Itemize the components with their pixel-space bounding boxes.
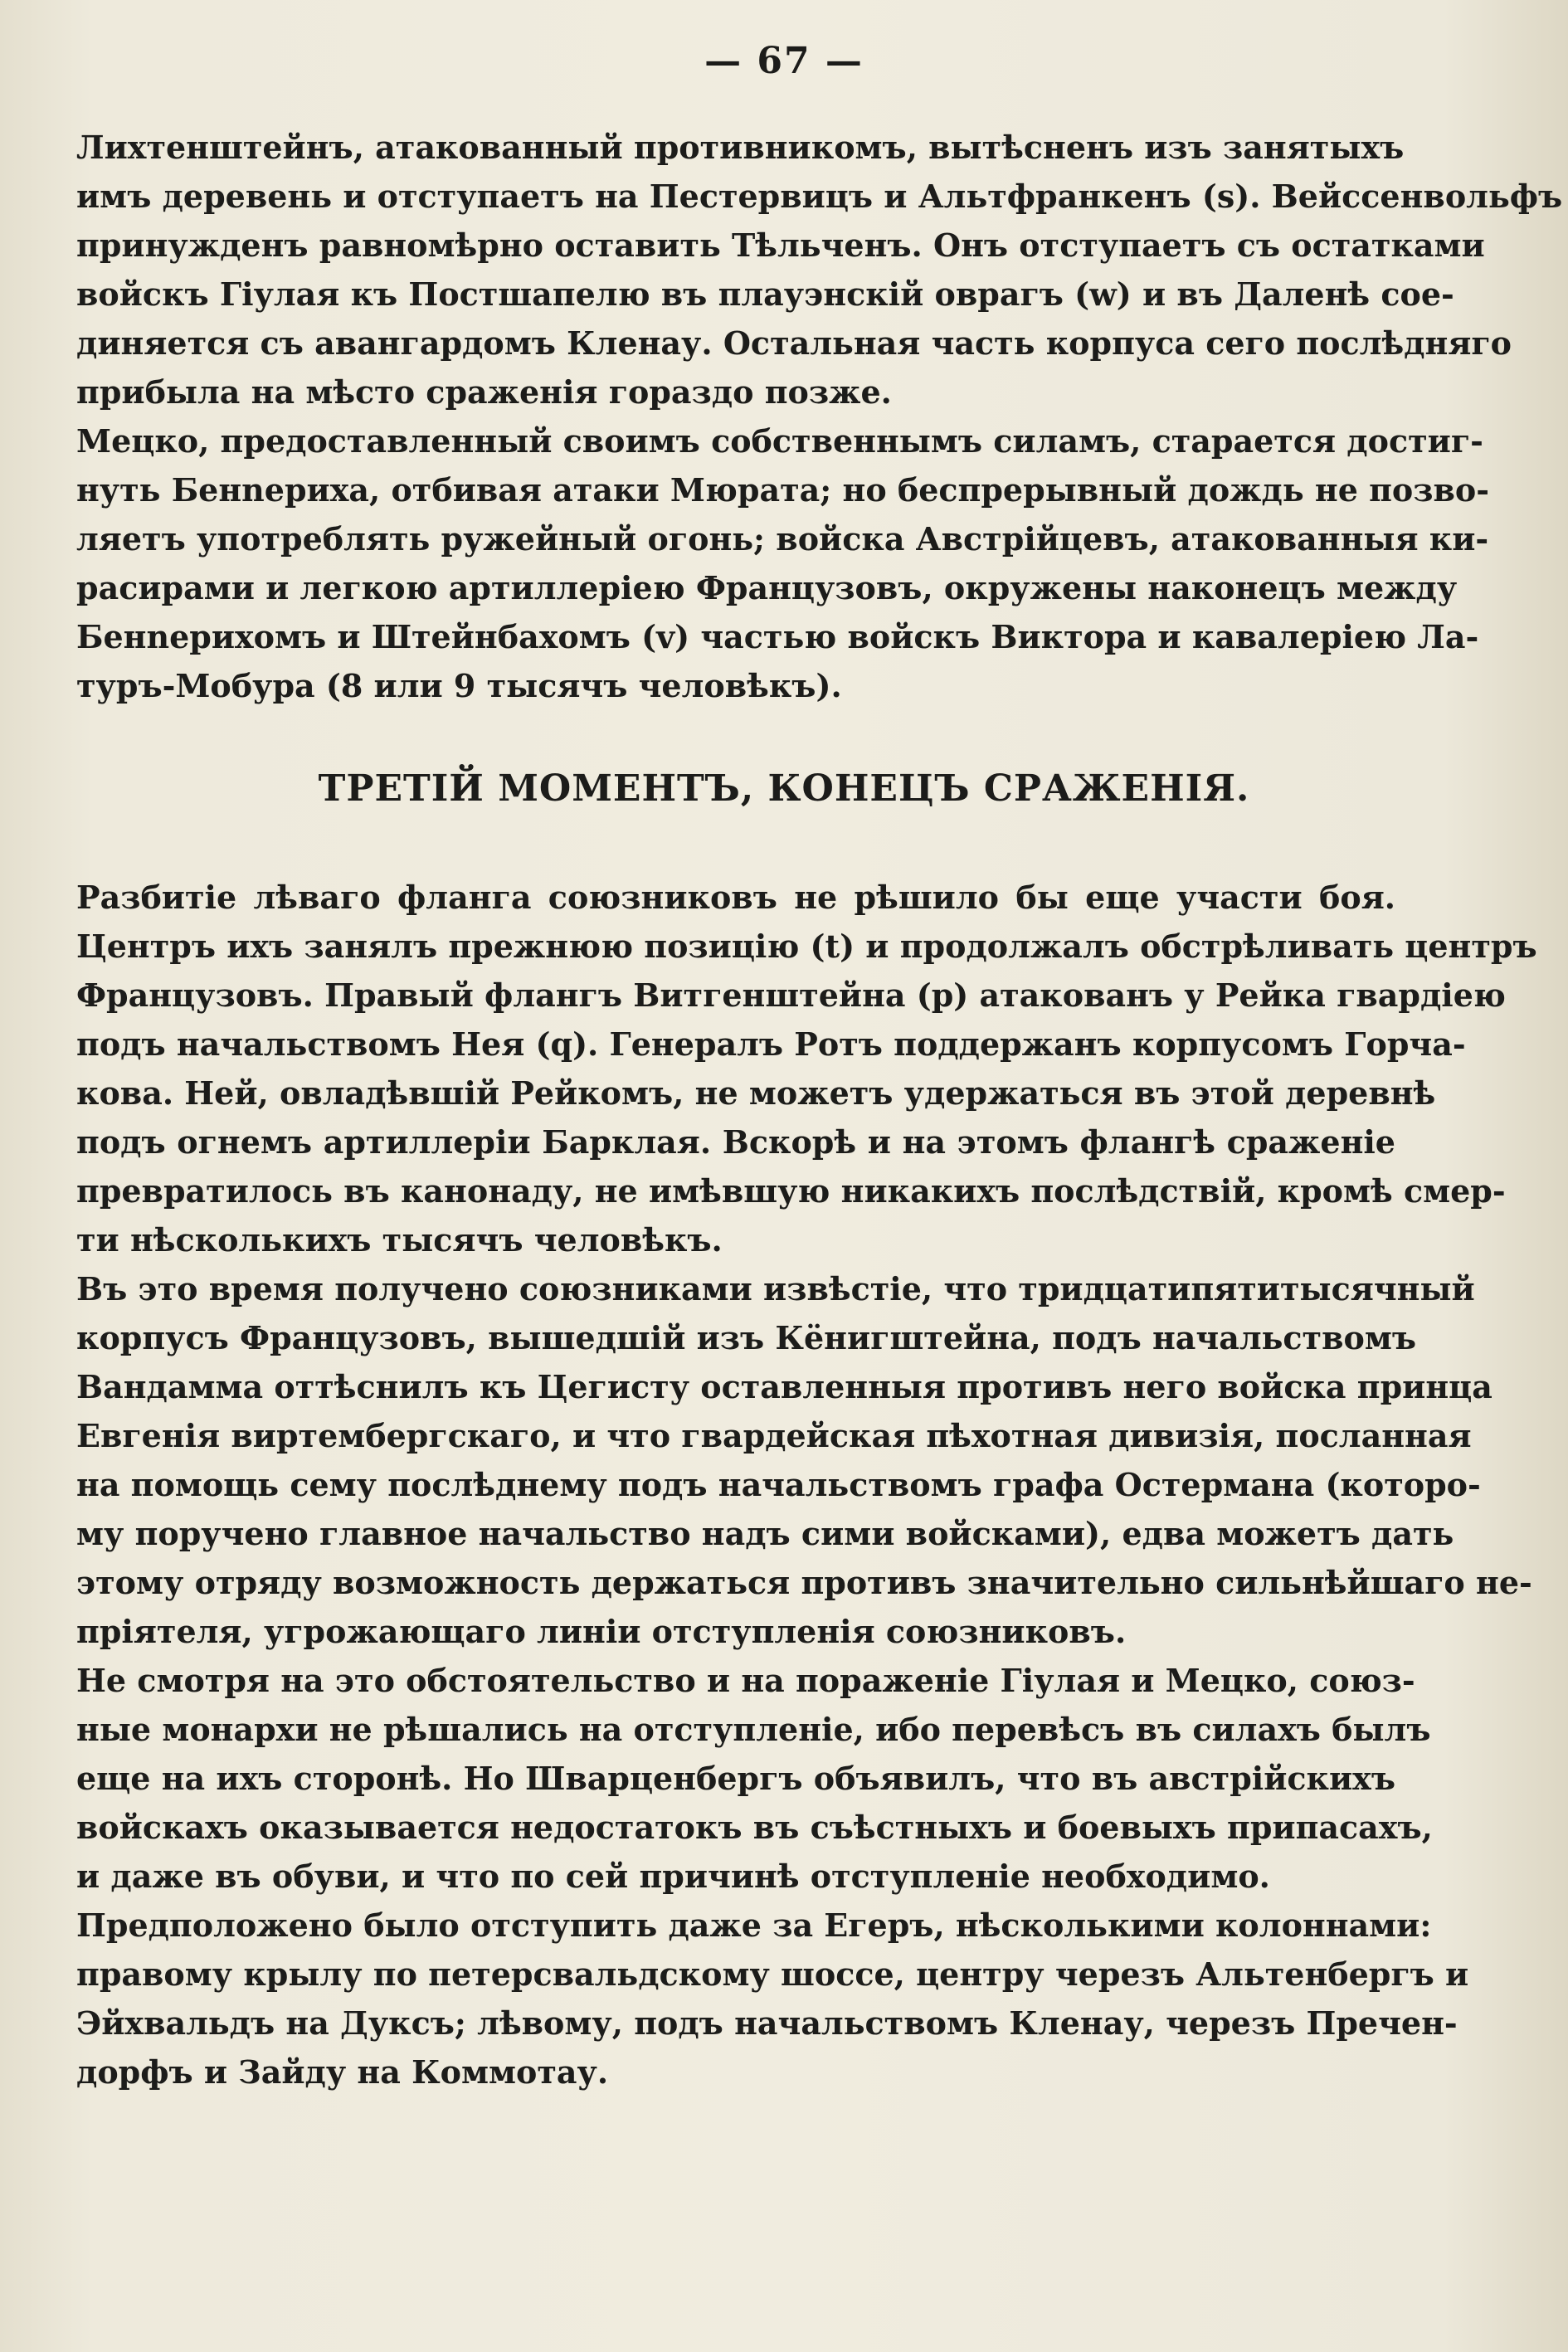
text-line: и даже въ обуви, и что по сей причинѣ отступленіе необходимо.: [76, 1858, 1270, 1895]
text-line: дорфъ и Зайду на Коммотау.: [76, 2053, 609, 2091]
text-line: му поручено главное начальство надъ сими войсками), едва можетъ дать: [76, 1515, 1454, 1552]
text-line: нуть Бенneриха, отбивая атаки Мюрата; но беспрерывный дождь не позво-: [76, 471, 1490, 509]
text-block-before-heading: [76, 123, 1563, 710]
text-line: подъ огнемъ артиллеріи Барклая. Вскорѣ и на этомъ флангѣ сраженіе: [76, 1123, 1395, 1161]
text-line: Вандамма оттѣснилъ къ Цегисту оставленныя противъ него войска принца: [76, 1368, 1493, 1405]
text-line: ляетъ употреблять ружейный огонь; войска Австрійцевъ, атакованныя ки-: [76, 520, 1489, 558]
text-line: еще на ихъ сторонѣ. Но Шварценбергъ объявилъ, что въ австрійскихъ: [76, 1760, 1395, 1797]
text-line: кова. Ней, овладѣвшій Рейкомъ, не можетъ удержаться въ этой деревнѣ: [76, 1074, 1436, 1112]
text-line: Не смотря на это обстоятельство и на пораженіе Гіулая и Мецко, союз-: [76, 1662, 1415, 1699]
text-line: Французовъ. Правый флангъ Витгенштейна (p) атакованъ у Рейка гвардіею: [76, 976, 1506, 1014]
text-line: принужденъ равномѣрно оставить Тѣльченъ. Онъ отступаетъ съ остатками: [76, 226, 1485, 264]
text-line: имъ деревень и отступаетъ на Пестервицъ и Альтфранкенъ (s). Вейссенвольфъ: [76, 178, 1563, 215]
text-line: Предположено было отступить даже за Егеръ, нѣсколькими колоннами:: [76, 1906, 1432, 1944]
text-line: пріятеля, угрожающаго линіи отступленія союзниковъ.: [76, 1613, 1127, 1650]
text-line: Лихтенштейнъ, атакованный противникомъ, вытѣсненъ изъ занятыхъ: [76, 129, 1405, 166]
text-line: диняется съ авангардомъ Кленау. Остальная часть корпуса сего послѣдняго: [76, 324, 1512, 362]
text-line: Центръ ихъ занялъ прежнюю позицію (t) и продолжалъ обстрѣливать центръ: [76, 928, 1537, 965]
text-line: Разбитіе лѣваго фланга союзниковъ не рѣшило бы еще участи боя.: [76, 879, 1395, 916]
text-line: расирами и легкою артиллеріею Французовъ, окружены наконецъ между: [76, 569, 1458, 606]
text-line: Евгенія виртембергскаго, и что гвардейская пѣхотная дивизія, посланная: [76, 1417, 1472, 1454]
text-line: ные монархи не рѣшались на отступленіе, ибо перевѣсъ въ силахъ былъ: [76, 1711, 1431, 1748]
text-line: войскахъ оказывается недостатокъ въ съѣстныхъ и боевыхъ припасахъ,: [76, 1809, 1433, 1846]
text-line: туръ-Мобура (8 или 9 тысячъ человѣкъ).: [76, 667, 842, 704]
text-line: Мецко, предоставленный своимъ собственнымъ силамъ, старается достиг-: [76, 422, 1483, 460]
text-line: корпусъ Французовъ, вышедшій изъ Кёнигштейна, подъ начальствомъ: [76, 1319, 1416, 1356]
page-number: — 67 —: [704, 40, 864, 82]
text-line: подъ начальствомъ Нея (q). Генералъ Ротъ поддержанъ корпусомъ Горча-: [76, 1025, 1466, 1063]
text-line: Въ это время получено союзниками извѣстіе, что тридцатипятитысячный: [76, 1270, 1475, 1307]
text-line: ти нѣсколькихъ тысячъ человѣкъ.: [76, 1221, 723, 1259]
text-block-after-heading: [76, 873, 1537, 2096]
text-line: превратилось въ канонаду, не имѣвшую никакихъ послѣдствій, кромѣ смер-: [76, 1172, 1506, 1210]
text-line: прибыла на мѣсто сраженія гораздо позже.: [76, 373, 892, 411]
section-heading: ТРЕТІЙ МОМЕНТЪ, КОНЕЦЪ СРАЖЕНІЯ.: [318, 767, 1250, 810]
text-line: Эйхвальдъ на Дуксъ; лѣвому, подъ начальствомъ Кленау, черезъ Пречен-: [76, 2004, 1458, 2042]
text-line: войскъ Гіулая къ Постшапелю въ плауэнскій оврагъ (w) и въ Даленѣ сое-: [76, 275, 1454, 313]
text-line: правому крылу по петерсвальдскому шоссе, центру черезъ Альтенбергъ и: [76, 1955, 1469, 1993]
text-line: этому отряду возможность держаться противъ значительно сильнѣйшаго не-: [76, 1564, 1532, 1601]
text-line: Бенneрихомъ и Штейнбахомъ (v) частью войскъ Виктора и кавалеріею Ла-: [76, 618, 1479, 655]
text-line: на помощь сему послѣднему подъ начальствомъ графа Остермана (которо-: [76, 1466, 1481, 1503]
